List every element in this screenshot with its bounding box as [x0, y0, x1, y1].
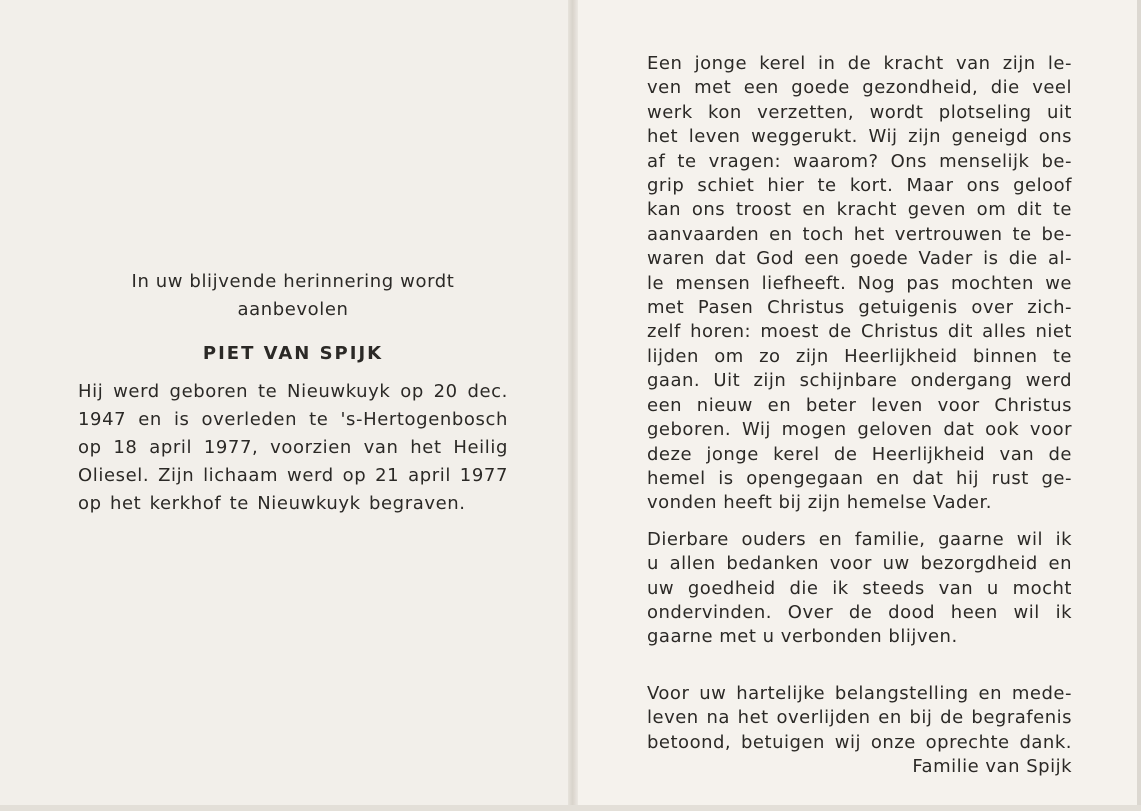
text-line: ven met een goede gezondheid, die veel	[647, 77, 1072, 99]
text-line: leven na het overlijden en bij de begrafenis	[647, 707, 1072, 729]
text-line: gaan. Uit zijn schijnbare ondergang werd	[647, 370, 1072, 392]
text-line: lijden om zo zijn Heerlijkheid binnen te	[647, 345, 1072, 367]
text-line: waren dat God een goede Vader is die al-	[647, 248, 1072, 270]
text-line: vonden heeft bij zijn hemelse Vader.	[647, 492, 992, 514]
text-line: hemel is opengegaan en dat hij rust ge-	[647, 467, 1072, 489]
card-bottom-edge	[0, 805, 1141, 811]
text-line: gaarne met u verbonden blijven.	[647, 626, 958, 648]
text-line: Dierbare ouders en familie, gaarne wil ik	[647, 528, 1072, 550]
text-line: het leven weggerukt. Wij zijn geneigd ons	[647, 126, 1072, 148]
text-line: geboren. Wij mogen geloven dat ook voor	[647, 419, 1072, 441]
left-page	[0, 0, 568, 811]
text-line: Een jonge kerel in de kracht van zijn le-	[647, 53, 1072, 74]
text-line: kan ons troost en kracht geven om dit te	[647, 199, 1072, 221]
card-fold	[568, 0, 578, 811]
text-line: met Pasen Christus getuigenis over zich-	[647, 297, 1072, 319]
bio-line: op het kerkhof te Nieuwkuyk begraven.	[78, 493, 466, 514]
deceased-name: PIET VAN SPIJK	[202, 343, 384, 364]
bio-line: op 18 april 1977, voorzien van het Heilig	[78, 437, 508, 458]
text-line: zelf horen: moest de Christus dit alles niet	[647, 321, 1072, 343]
text-line: ondervinden. Over de dood heen wil ik	[647, 601, 1072, 623]
text-line: deze jonge kerel de Heerlijkheid van de	[647, 443, 1072, 465]
reflection-paragraph	[647, 52, 1072, 516]
text-line: betoond, betuigen wij onze oprechte dank.	[647, 731, 1072, 753]
intro-line-1: In uw blijvende herinnering wordt	[131, 271, 455, 292]
text-line: uw goedheid die ik steeds van u mocht	[647, 577, 1072, 599]
card-right-edge	[1137, 0, 1141, 811]
family-signature: Familie van Spijk	[912, 755, 1072, 777]
right-page-text	[647, 52, 1072, 779]
intro-line-2: aanbevolen	[237, 299, 349, 320]
bio-line: Oliesel. Zijn lichaam werd op 21 april 1977	[78, 465, 508, 486]
thanks-paragraph	[647, 682, 1072, 780]
text-line: af te vragen: waarom? Ons menselijk be-	[647, 150, 1072, 172]
bio-line: Hij werd geboren te Nieuwkuyk op 20 dec.	[78, 381, 508, 402]
text-line: grip schiet hier te kort. Maar ons geloof	[647, 175, 1072, 197]
left-page-text	[78, 268, 508, 518]
text-line: een nieuw en beter leven voor Christus	[647, 394, 1072, 416]
text-line: le mensen liefheeft. Nog pas mochten we	[647, 272, 1072, 294]
bio-line: 1947 en is overleden te 's-Hertogenbosch	[78, 409, 508, 430]
text-line: Voor uw hartelijke belangstelling en mede-	[647, 682, 1072, 704]
text-line: u allen bedanken voor uw bezorgdheid en	[647, 553, 1072, 575]
text-line: aanvaarden en toch het vertrouwen te be-	[647, 223, 1072, 245]
biography	[78, 378, 508, 518]
text-line: werk kon verzetten, wordt plotseling uit	[647, 101, 1072, 123]
farewell-paragraph	[647, 528, 1072, 650]
